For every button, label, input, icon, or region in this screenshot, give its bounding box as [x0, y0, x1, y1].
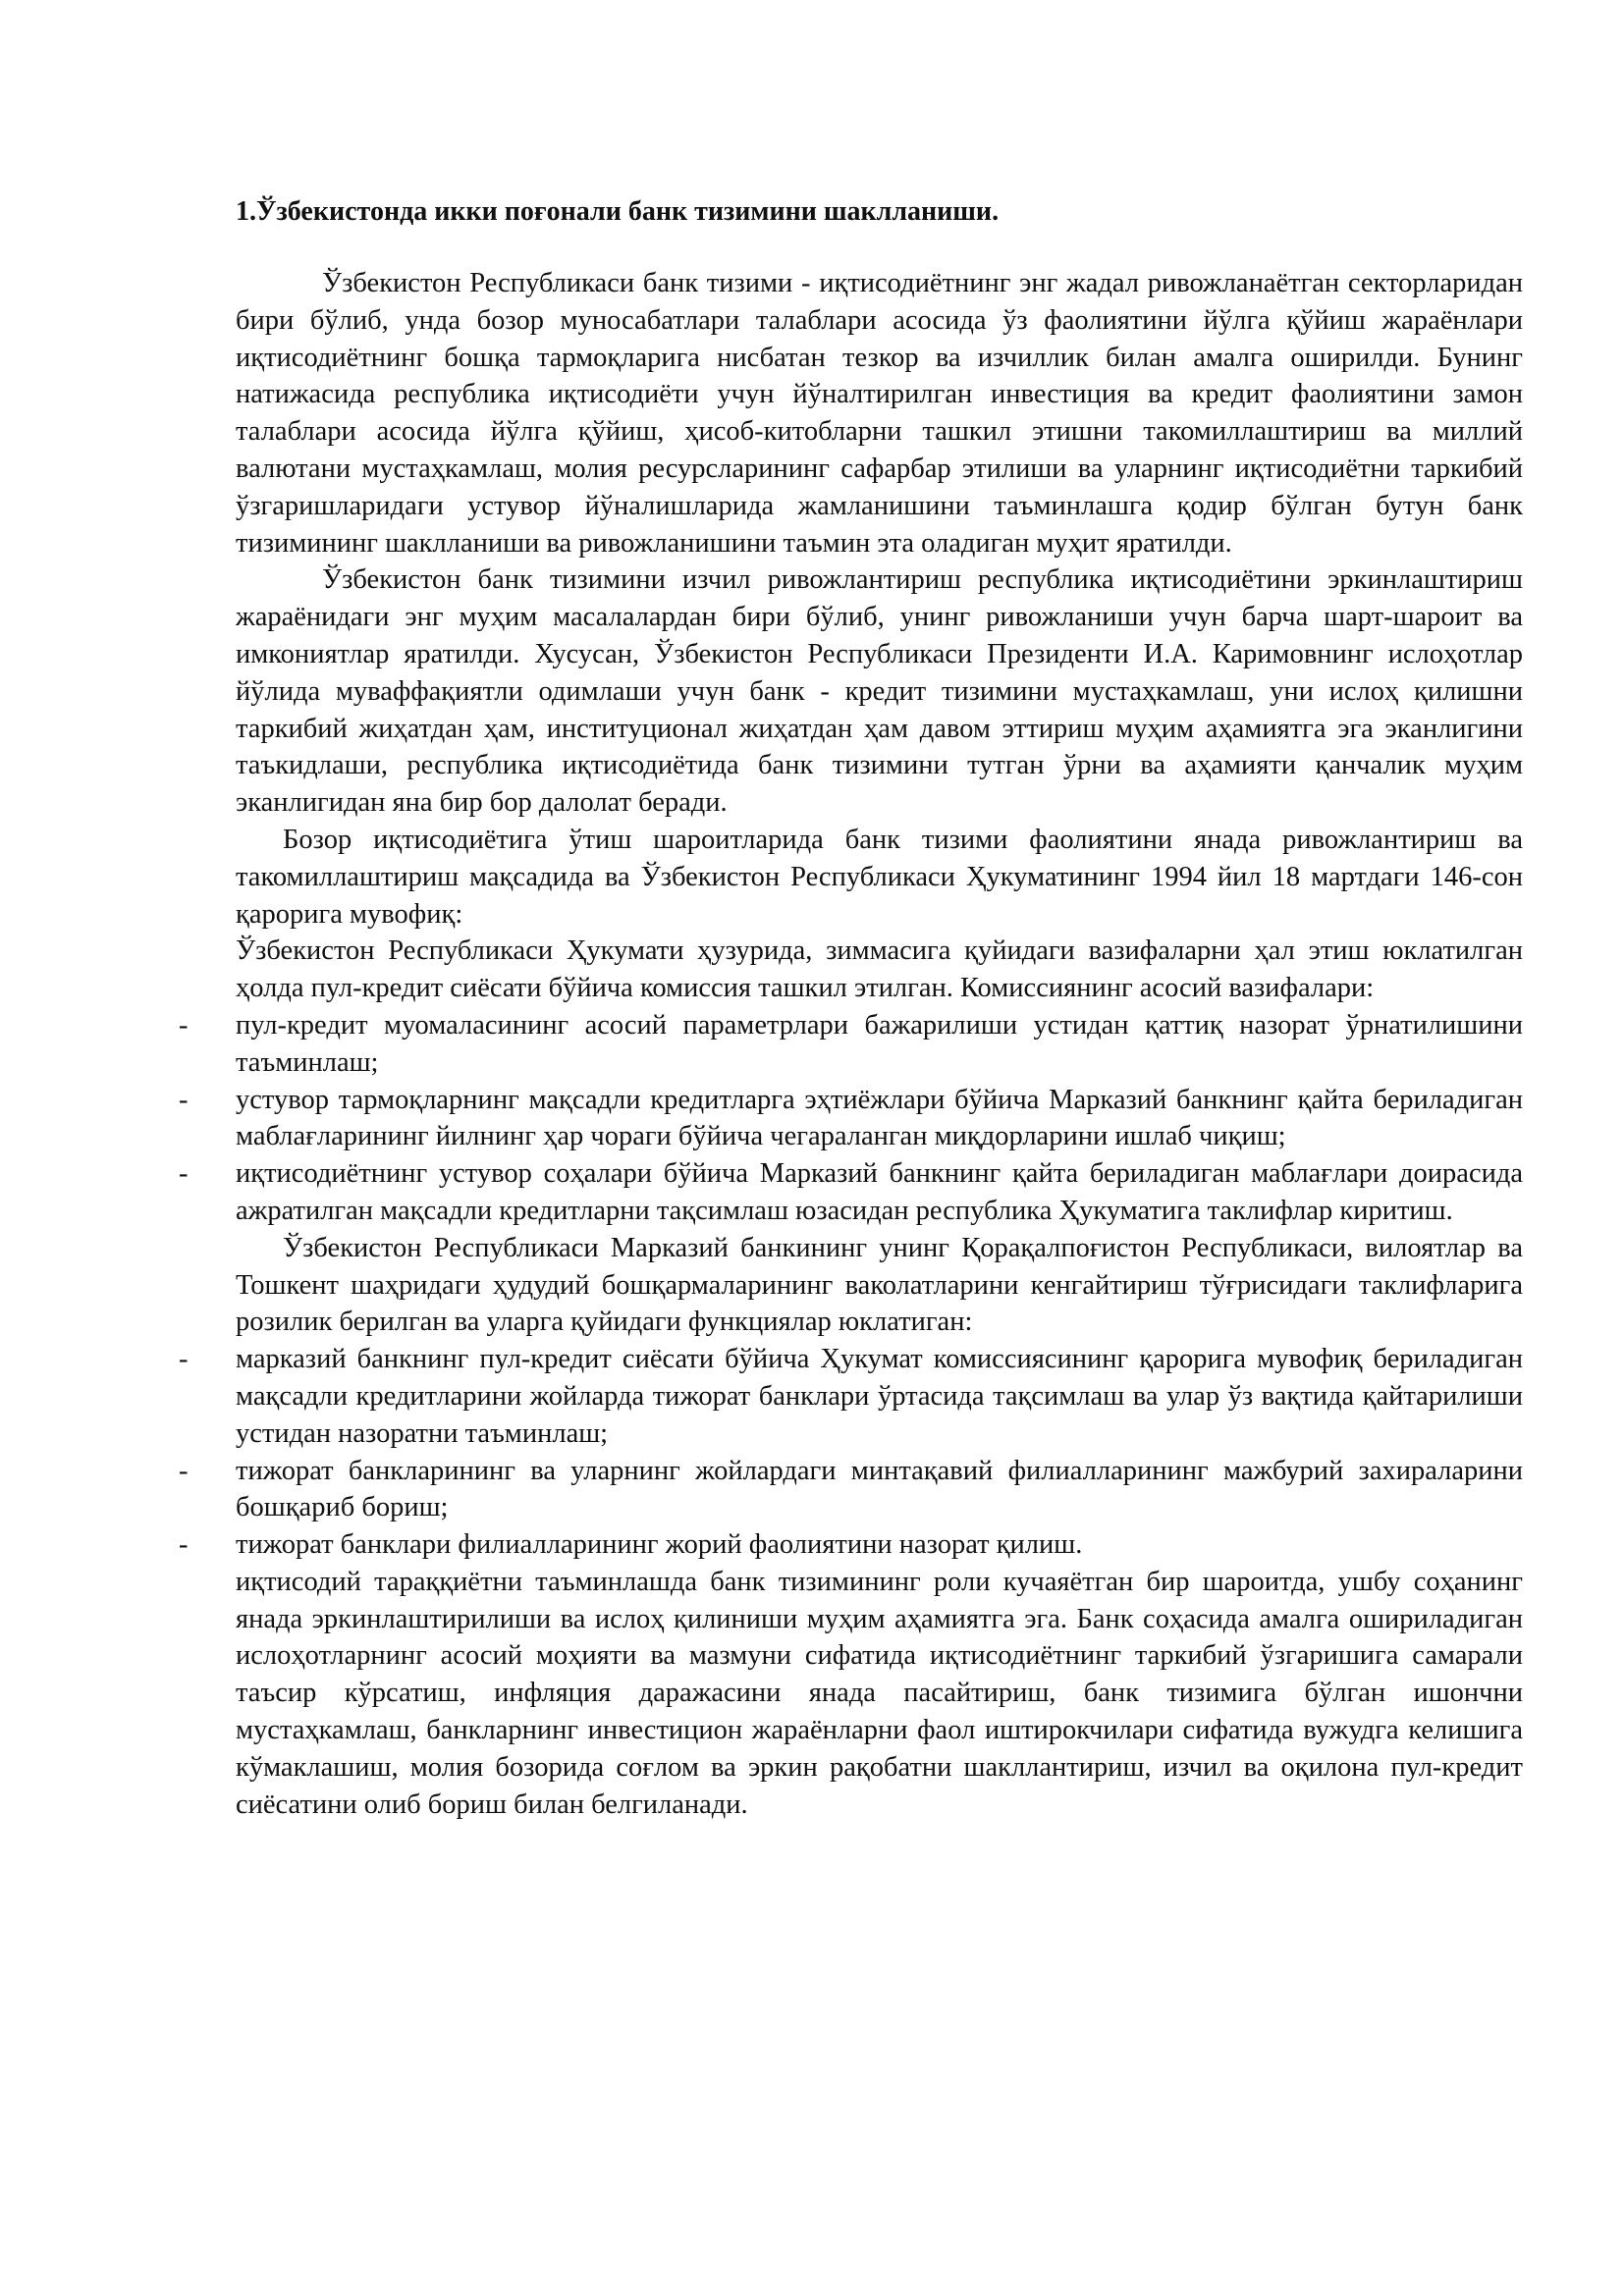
paragraph: иқтисодий тараққиётни таъминлашда банк тизимининг роли кучаяётган бир шароитда, ушбу соҳанинг янада эркинлаштирилиши ва ислоҳ қилиниши муҳим аҳамиятга эга. Банк соҳасида амалга ошириладиган ислоҳотларнинг асосий моҳияти ва мазмуни сифатида иқтисодиётнинг таркибий ўзгаришига самарали таъсир кўрсатиш, инфляция даражасини янада пасайтириш, банк тизимига бўлган ишончни мустаҳкамлаш, банкларнинг инвестицион жараёнларни фаол иштирокчилари сифатида вужудга келишига кўмаклашиш, молия бозорида соғлом ва эркин рақобатни шакллантириш, изчил ва оқилона пул-кредит сиёсатини олиб бориш билан белгиланади. [236, 1566, 1523, 1820]
section-heading: 1.Ўзбекистонда икки поғонали банк тизимини шаклланиши. [236, 196, 1000, 227]
list-item [179, 1155, 1523, 1230]
list-item-text: марказий банкнинг пул-кредит сиёсати бўйича Ҳукумат комиссиясининг қарорига мувофиқ бериладиган мақсадли кредитларини жойларда тижорат банклари ўртасида тақсимлаш ва улар ўз вақтида қайтарилиши устидан назоратни таъминлаш; [236, 1344, 1523, 1449]
paragraph: Ўзбекистон Республикаси Марказий банкининг унинг Қорақалпоғистон Республикаси, вилоятлар ва Тошкент шаҳридаги ҳудудий бошқармаларининг ваколатларини кенгайтириш тўғрисидаги таклифларига розилик берилган ва уларга қуйидаги функциялар юклатиган: [236, 1232, 1523, 1338]
list-item [179, 1007, 1523, 1082]
bullet-dash: - [179, 1529, 189, 1561]
document-body [179, 194, 1523, 1823]
list-item [179, 1341, 1523, 1452]
paragraph: Бозор иқтисодиётига ўтиш шароитларида банк тизими фаолиятини янада ривожлантириш ва такомиллаштириш мақсадида ва Ўзбекистон Республикаси Ҳукуматининг 1994 йил 18 мартдаги 146-сон қарорига мувофиқ: [236, 824, 1523, 930]
list-item-text: тижорат банкларининг ва уларнинг жойлардаги минтақавий филиалларининг мажбурий захираларини бошқариб бориш; [236, 1455, 1523, 1523]
bullet-dash: - [179, 1009, 189, 1041]
bullet-dash: - [179, 1084, 189, 1115]
list-item [179, 1082, 1523, 1156]
list-item [179, 1453, 1523, 1527]
list-item [179, 1526, 1523, 1564]
list-item-text: пул-кредит муомаласининг асосий параметрлари бажарилиши устидан қаттиқ назорат ўрнатилишини таъминлаш; [236, 1009, 1523, 1078]
bullet-dash: - [179, 1455, 189, 1486]
list-item-text: иқтисодиётнинг устувор соҳалари бўйича Марказий банкнинг қайта бериладиган маблағлари доирасида ажратилган мақсадли кредитларни тақсимлаш юзасидан республика Ҳукуматига таклифлар киритиш. [236, 1158, 1523, 1226]
paragraph: Ўзбекистон Республикаси Ҳукумати ҳузурида, зиммасига қуйидаги вазифаларни ҳал этиш юклатилган ҳолда пул-кредит сиёсати бўйича комиссия ташкил этилган. Комиссиянинг асосий вазифалари: [236, 935, 1523, 1004]
bullet-dash: - [179, 1344, 189, 1375]
paragraph: Ўзбекистон банк тизимини изчил ривожлантириш республика иқтисодиётини эркинлаштириш жараёнидаги энг муҳим масалалардан бири бўлиб, унинг ривожланиши учун барча шарт-шароит ва имкониятлар яратилди. Хусусан, Ўзбекистон Республикаси Президенти И.А. Каримовнинг ислоҳотлар йўлида муваффақиятли одимлаши учун банк - кредит тизимини мустаҳкамлаш, уни ислоҳ қилишни таркибий жиҳатдан ҳам, институционал жиҳатдан ҳам давом эттириш муҳим аҳамиятга эга эканлигини таъкидлаши, республика иқтисодиётида банк тизимини тутган ўрни ва аҳамияти қанчалик муҳим эканлигидан яна бир бор далолат беради. [236, 564, 1523, 819]
bullet-dash: - [179, 1158, 189, 1190]
paragraph: Ўзбекистон Республикаси банк тизими - иқтисодиётнинг энг жадал ривожланаётган секторларидан бири бўлиб, унда бозор муносабатлари талаблари асосида ўз фаолиятини йўлга қўйиш жараёнлари иқтисодиётнинг бошқа тармоқларига нисбатан тезкор ва изчиллик билан амалга оширилди. Бунинг натижасида республика иқтисодиёти учун йўналтирилган инвестиция ва кредит фаолиятини замон талаблари асосида йўлга қўйиш, ҳисоб-китобларни ташкил этишни такомиллаштириш ва миллий валютани мустаҳкамлаш, молия ресурсларининг сафарбар этилиши ва уларнинг иқтисодиётни таркибий ўзгаришларидаги устувор йўналишларида жамланишини таъминлашга қодир бўлган бутун банк тизимининг шаклланиши ва ривожланишини таъмин эта оладиган муҳит яратилди. [236, 268, 1523, 559]
list-item-text: устувор тармоқларнинг мақсадли кредитларга эҳтиёжлари бўйича Марказий банкнинг қайта бериладиган маблағларининг йилнинг ҳар чораги бўйича чегараланган миқдорларини ишлаб чиқиш; [236, 1084, 1523, 1152]
list-item-text: тижорат банклари филиалларининг жорий фаолиятини назорат қилиш. [236, 1529, 1083, 1561]
